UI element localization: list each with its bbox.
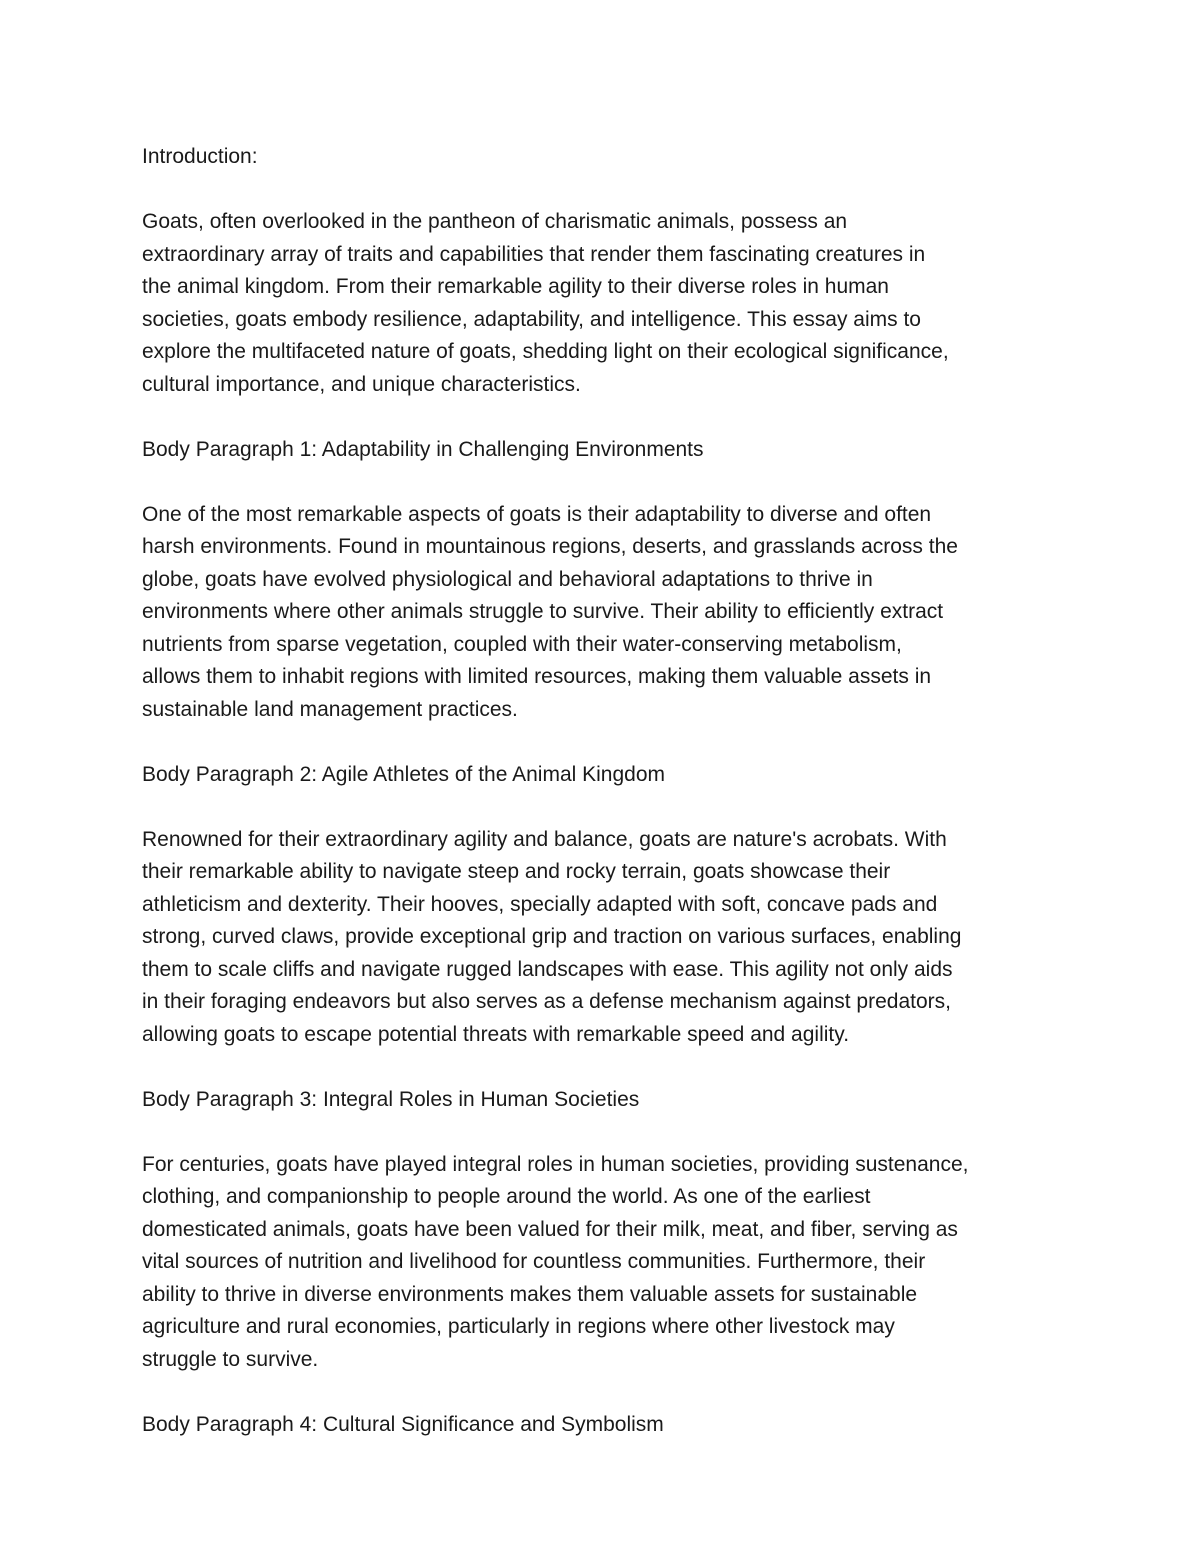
text-line: strong, curved claws, provide exceptional grip and traction on various surfaces, enabling: [142, 925, 962, 948]
text-line: allowing goats to escape potential threats with remarkable speed and agility.: [142, 1022, 850, 1046]
text-line: One of the most remarkable aspects of goats is their adaptability to diverse and often: [142, 502, 932, 526]
text-line: extraordinary array of traits and capabilities that render them fascinating creatures in: [142, 242, 926, 266]
text-line: their remarkable ability to navigate steep and rocky terrain, goats showcase their: [142, 860, 891, 883]
text-line: globe, goats have evolved physiological and behavioral adaptations to thrive in: [142, 567, 873, 591]
text-line: struggle to survive.: [142, 1347, 319, 1371]
paragraph-spacer: [142, 726, 1067, 759]
text-line: cultural importance, and unique characteristics.: [142, 372, 581, 396]
text-line: the animal kingdom. From their remarkable agility to their diverse roles in human: [142, 275, 889, 298]
paragraph-spacer: [142, 1116, 1067, 1149]
body1-heading: Body Paragraph 1: Adaptability in Challenging Environments: [142, 437, 704, 461]
document-body: [142, 141, 1067, 1441]
text-line: sustainable land management practices.: [142, 697, 518, 721]
text-line: environments where other animals struggle to survive. Their ability to efficiently extract: [142, 600, 944, 623]
text-line: domesticated animals, goats have been valued for their milk, meat, and fiber, serving as: [142, 1217, 958, 1241]
intro-heading: Introduction:: [142, 145, 258, 168]
body2-heading: Body Paragraph 2: Agile Athletes of the Animal Kingdom: [142, 762, 666, 786]
paragraph-spacer: [142, 1051, 1067, 1084]
text-line: explore the multifaceted nature of goats, shedding light on their ecological significance,: [142, 340, 949, 363]
text-line: Goats, often overlooked in the pantheon of charismatic animals, possess an: [142, 210, 848, 233]
text-line: societies, goats embody resilience, adaptability, and intelligence. This essay aims to: [142, 307, 921, 331]
text-line: For centuries, goats have played integral roles in human societies, providing sustenance,: [142, 1152, 969, 1176]
text-line: athleticism and dexterity. Their hooves, specially adapted with soft, concave pads and: [142, 892, 938, 916]
text-line: clothing, and companionship to people around the world. As one of the earliest: [142, 1185, 871, 1208]
text-line: them to scale cliffs and navigate rugged landscapes with ease. This agility not only aids: [142, 957, 953, 981]
paragraph-spacer: [142, 401, 1067, 434]
text-line: Renowned for their extraordinary agility and balance, goats are nature's acrobats. With: [142, 827, 947, 851]
paragraph-spacer: [142, 174, 1067, 207]
text-line: nutrients from sparse vegetation, coupled with their water-conserving metabolism,: [142, 632, 902, 656]
text-line: agriculture and rural economies, particularly in regions where other livestock may: [142, 1315, 895, 1338]
body1-paragraph: [142, 499, 1067, 727]
text-line: ability to thrive in diverse environments makes them valuable assets for sustainable: [142, 1282, 918, 1306]
paragraph-spacer: [142, 791, 1067, 824]
paragraph-spacer: [142, 1376, 1067, 1409]
body2-paragraph: [142, 824, 1067, 1052]
body3-heading: Body Paragraph 3: Integral Roles in Human Societies: [142, 1087, 640, 1111]
body3-paragraph: [142, 1149, 1067, 1377]
body4-heading: Body Paragraph 4: Cultural Significance and Symbolism: [142, 1412, 664, 1436]
text-line: harsh environments. Found in mountainous regions, deserts, and grasslands across the: [142, 535, 958, 558]
text-line: allows them to inhabit regions with limited resources, making them valuable assets in: [142, 665, 932, 688]
text-line: in their foraging endeavors but also serves as a defense mechanism against predators,: [142, 990, 951, 1013]
intro-paragraph: [142, 206, 1067, 401]
paragraph-spacer: [142, 466, 1067, 499]
text-line: vital sources of nutrition and livelihood for countless communities. Furthermore, their: [142, 1250, 926, 1273]
